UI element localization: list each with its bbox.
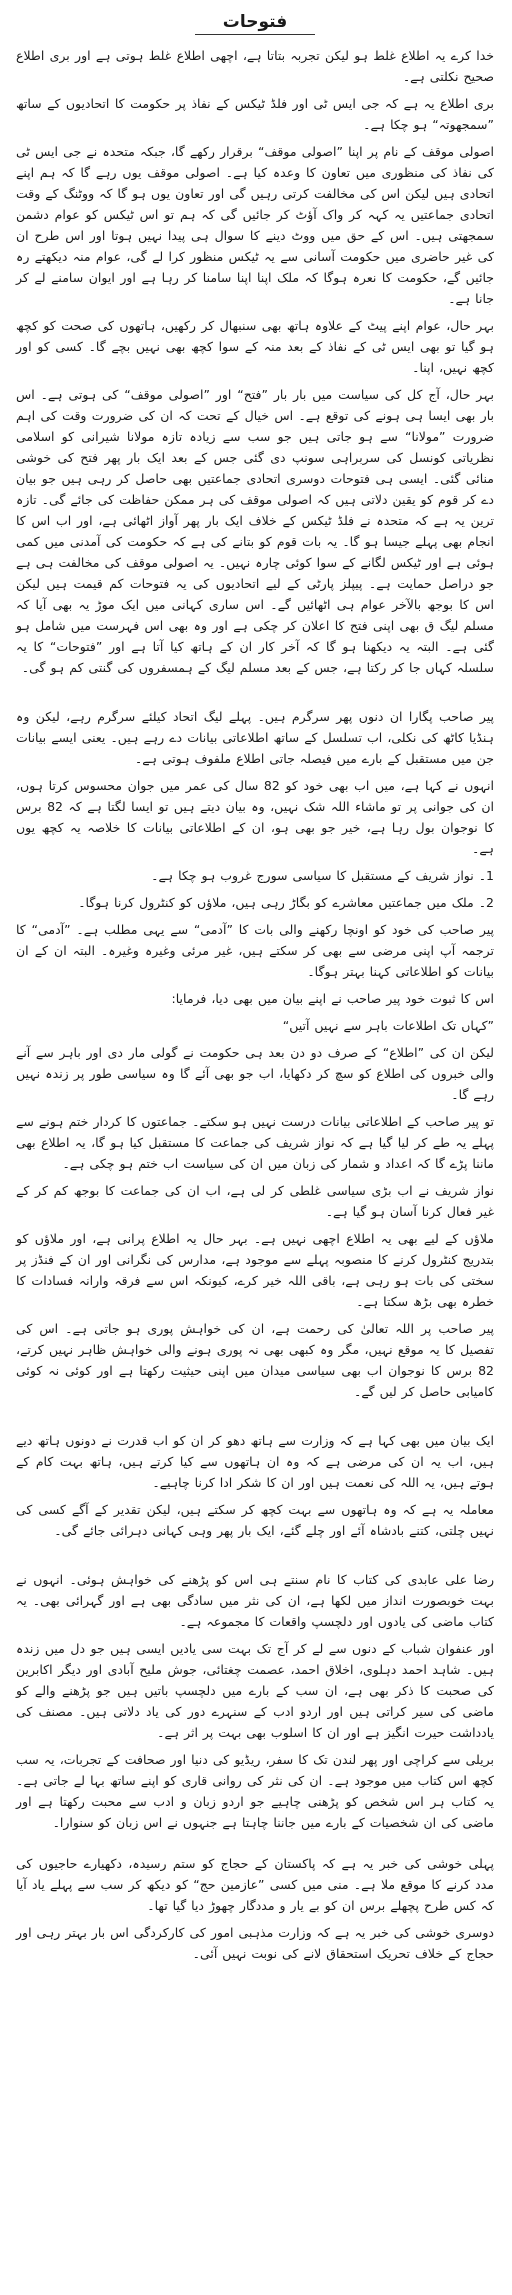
article-paragraph: لیکن ان کی ”اطلاع“ کے صرف دو دن بعد ہی حکومت نے گولی مار دی اور باہر سے آنے والی خبروں کی اطلاع کو سچ کر دکھایا، اب جو بھی آئے گا وہ سیاسی طور پر زندہ نہیں رہے گا۔	[16, 1045, 494, 1102]
article-paragraph: تو پیر صاحب کے اطلاعاتی بیانات درست نہیں ہو سکتے۔ جماعتوں کا کردار ختم ہونے سے پہلے یہ طے کر لیا گیا ہے کہ نواز شریف کی جماعت کا مستقبل کیا ہو گا، یہ اطلاع بھی ماننا پڑے گا کہ اعداد و شمار کی زبان میں ان کی سیاست اب ختم ہو چکی ہے۔	[16, 1114, 494, 1171]
article-paragraph: معاملہ یہ ہے کہ وہ ہاتھوں سے بہت کچھ کر سکتے ہیں، لیکن تقدیر کے آگے کسی کی نہیں چلتی، کتنے بادشاہ آئے اور چلے گئے، ایک بار پھر وہی کہانی دہرائی جائے گی۔	[16, 1502, 495, 1538]
article-paragraph: رضا علی عابدی کی کتاب کا نام سنتے ہی اس کو پڑھنے کی خواہش ہوئی۔ انہوں نے بہت خوبصورت انداز میں لکھا ہے، ان کی نثر میں سادگی بھی ہے اور گہرائی بھی۔ یہ کتاب ماضی کی یادوں اور دلچسپ واقعات کا مجموعہ ہے۔	[16, 1572, 494, 1629]
article-paragraph: پیر صاحب پگارا ان دنوں پھر سرگرم ہیں۔ پہلے لیگ اتحاد کیلئے سرگرم رہے، لیکن وہ ہنڈیا کاٹھ کی نکلی، اب تسلسل کے ساتھ اطلاعاتی بیانات دے رہے ہیں۔ یعنی ایسے بیانات جن میں مستقبل کے بارے میں فیصلہ جاتی اطلاع ملفوف ہوتی ہے۔	[16, 709, 494, 766]
article-paragraph: پہلی خوشی کی خبر یہ ہے کہ پاکستان کے حجاج کو ستم رسیدہ، دکھیارے حاجیوں کی مدد کرنے کا موقع ملا ہے۔ منی میں کسی ”عازمین حج“ کو دیکھ کر سب سے پہلے یاد آیا کہ کس طرح پچھلے برس ان کو بے یار و مددگار چھوڑ دیا گیا تھا۔	[16, 1856, 494, 1913]
article-paragraph: بریلی سے کراچی اور پھر لندن تک کا سفر، ریڈیو کی دنیا اور صحافت کے تجربات، یہ سب کچھ اس کتاب میں موجود ہے۔ ان کی نثر کی روانی قاری کو اپنے ساتھ بہا لے جاتی ہے۔ یہ کتاب ہر اس شخص کو پڑھنی چاہیے جو اردو زبان و ادب سے محبت رکھتا ہے اور ماضی کی ان شخصیات کے بارے میں جاننا چاہتا ہے جنہوں نے اس زبان کو سنوارا۔	[16, 1752, 494, 1830]
section-spacer	[16, 684, 494, 706]
article-paragraph: اور عنفوان شباب کے دنوں سے لے کر آج تک بہت سی یادیں ایسی ہیں جو دل میں زندہ ہیں۔ شاہد احمد دہلوی، اخلاق احمد، عصمت چغتائی، جوش ملیح آبادی اور دیگر اکابرین کی صحبت کا ذکر بھی ہے، ان سب کے بارے میں دلچسپ باتیں ہیں جو پڑھنے والے کو ماضی کی سیر کراتی ہیں اور اردو ادب کے سنہرے دور کی یاد دلاتی ہیں۔ مصنف کی یادداشت حیرت انگیز ہے اور ان کا اسلوب بھی بہت پر اثر ہے۔	[16, 1641, 494, 1740]
article-paragraph: پیر صاحب پر اللہ تعالیٰ کی رحمت ہے، ان کی خواہش پوری ہو جاتی ہے۔ اس کی تفصیل کا یہ موقع نہیں، مگر وہ کبھی بھی نہ پوری ہونے والی خواہش ظاہر نہیں کرتے، 82 برس کا نوجوان اب بھی سیاسی میدان میں اپنی حیثیت رکھتا ہے اور کوئی نہ کوئی کامیابی حاصل کر لیں گے۔	[16, 1321, 494, 1399]
article-paragraph: اس کا ثبوت خود پیر صاحب نے اپنے بیان میں بھی دیا، فرمایا:	[171, 991, 494, 1006]
article-title: فتوحات	[222, 12, 288, 32]
article-paragraph: پیر صاحب کی خود کو اونچا رکھنے والی بات کا ”آدمی“ سے یہی مطلب ہے۔ ”آدمی“ کا ترجمہ آپ اپنی مرضی سے بھی کر سکتے ہیں، غیر مرئی وغیرہ وغیرہ۔ البتہ ان کے ان بیانات کو اطلاعاتی کہنا بہتر ہوگا۔	[16, 922, 494, 979]
article-paragraph: ایک بیان میں بھی کہا ہے کہ وزارت سے ہاتھ دھو کر ان کو اب قدرت نے دونوں ہاتھ دیے ہیں، اب یہ ان کی مرضی ہے کہ وہ ان ہاتھوں سے کیا کرتے ہیں، ہاتھ بہت کام کے ہوتے ہیں، یہ اللہ کی نعمت ہیں اور ان کا شکر ادا کرنا چاہیے۔	[16, 1433, 494, 1490]
article-paragraph: اصولی موقف کے نام پر اپنا ”اصولی موقف“ برقرار رکھے گا، جبکہ متحدہ نے جی ایس ٹی کی نفاذ کی منظوری میں تعاون کا وعدہ کیا ہے۔ اصولی موقف یوں رہے گا کہ ہم اپنے اتحادی ہیں لیکن اس کی مخالفت کرتی رہیں گی اور تعاون یوں ہو گا کہ ووٹنگ کے وقت اتحادی جماعتیں یہ کہہ کر واک آؤٹ کر جائیں گی کہ ہم تو اس ٹیکس کو عوام دشمن سمجھتی ہیں۔ اس کے حق میں ووٹ دینے کا سوال ہی پیدا نہیں ہوتا اور اس طرح ان کی غیر حاضری میں حکومت آسانی سے یہ ٹیکس منظور کرا لے گی، عوام منہ دیکھتے رہ جائیں گے، حکومت کا نعرہ ہوگا کہ ملک اپنا اپنا سامنا کر رہا ہے اور ایوان سامنے لے کر جانا ہے۔	[16, 144, 494, 306]
section-spacer	[16, 1839, 494, 1853]
title-underline	[195, 34, 315, 35]
article-quote: ”کہاں تک اطلاعات باہر سے نہیں آتیں“	[282, 1018, 494, 1033]
article-list-item: 1۔ نواز شریف کے مستقبل کا سیاسی سورج غروب ہو چکا ہے۔	[151, 868, 494, 883]
article-paragraph: انہوں نے کہا ہے، میں اب بھی خود کو 82 سال کی عمر میں جوان محسوس کرتا ہوں، ان کی جوانی پر تو ماشاء اللہ شک نہیں، وہ بیان دیتے ہیں تو ایسا لگتا ہے کہ 82 برس کا نوجوان بول رہا ہے، خیر جو بھی ہو، ان کے اطلاعاتی بیانات کا خلاصہ یہ کچھ یوں ہے۔	[16, 778, 494, 856]
article-list-item: 2۔ ملک میں جماعتیں معاشرے کو بگاڑ رہی ہیں، ملاؤں کو کنٹرول کرنا ہوگا۔	[78, 895, 494, 910]
article-paragraph: بری اطلاع یہ ہے کہ جی ایس ٹی اور فلڈ ٹیکس کے نفاذ پر حکومت کا اتحادیوں کے ساتھ ”سمجھوتہ“ ہو چکا ہے۔	[16, 96, 494, 132]
section-spacer	[16, 1408, 494, 1430]
article-paragraph: بہر حال، عوام اپنے پیٹ کے علاوہ ہاتھ بھی سنبھال کر رکھیں، ہاتھوں کی صحت کو کچھ ہو گیا تو بھی ایس ٹی کے نفاذ کے بعد منہ کے سوا کچھ بھی نہیں بچے گا۔ کسی کو اور کچھ نہیں، اپنا۔	[16, 318, 494, 375]
section-spacer	[16, 1547, 494, 1569]
article-paragraph: دوسری خوشی کی خبر یہ ہے کہ وزارت مذہبی امور کی کارکردگی اس بار بہتر رہی اور حجاج کے خلاف تحریک استحقاق لانے کی نوبت نہیں آئی۔	[16, 1925, 494, 1961]
article-paragraph: خدا کرے یہ اطلاع غلط ہو لیکن تجربہ بتاتا ہے، اچھی اطلاع غلط ہوتی ہے اور بری اطلاع صحیح نکلتی ہے۔	[16, 48, 494, 84]
article-paragraph: ملاؤں کے لیے بھی یہ اطلاع اچھی نہیں ہے۔ بہر حال یہ اطلاع پرانی ہے، اور ملاؤں کو بتدریج کنٹرول کرنے کا منصوبہ پہلے سے موجود ہے، مدارس کی نگرانی اور ان کے فنڈز پر سختی کی بات ہو رہی ہے، باقی اللہ خیر کرے، کیونکہ اس سے فرقہ وارانہ فسادات کا خطرہ بھی بڑھ سکتا ہے۔	[16, 1231, 494, 1309]
article-paragraph: نواز شریف نے اب بڑی سیاسی غلطی کر لی ہے، اب ان کی جماعت کا بوجھ کم کر کے غیر فعال کرنا آسان ہو گیا ہے۔	[16, 1183, 494, 1219]
article-paragraph: بہر حال، آج کل کی سیاست میں بار بار ”فتح“ اور ”اصولی موقف“ کی ہوتی ہے۔ اس بار بھی ایسا ہی ہونے کی توقع ہے۔ اس خیال کے تحت کہ ان کی ضرورت وقت کی اہم ضرورت ”مولانا“ سے ہو جاتی ہیں جو سب سے زیادہ تازہ مولانا شیرانی کو اسلامی نظریاتی کونسل کی سربراہی سونپ دی گئی جس کے بعد ایک بار پھر فتح کی خوشی منائی گئی۔ ایسی ہی فتوحات دوسری اتحادی جماعتیں بھی حاصل کر رہی ہیں جو بیان دے کر قوم کو یقین دلاتی ہیں کہ اصولی موقف کی ہر ممکن حفاظت کی جائے گی۔ تازہ ترین یہ ہے کہ متحدہ نے فلڈ ٹیکس کے خلاف ایک بار پھر آواز اٹھائی ہے، اور اب اس کا انجام بھی پہلے جیسا ہو گا۔ یہ بات قوم کو بتانے کی ہے کہ حکومت کی آمدنی میں کمی ہوئی ہے اور ٹیکس لگانے کے سوا کوئی چارہ نہیں۔ یہ اصولی موقف کی مخالفت ہی ہے جو دراصل حمایت ہے۔ پیپلز پارٹی کے لیے اتحادیوں کی یہ فتوحات کم قیمت ہیں لیکن اس کا بوجھ بالآخر عوام ہی اٹھائیں گے۔ اس ساری کہانی میں ایک موڑ یہ بھی آیا کہ مسلم لیگ ق بھی اپنی فتح کا اعلان کر چکی ہے اور وہ بھی اس فہرست میں شامل ہو گئی ہے۔ البتہ یہ دیکھنا ہو گا کہ آخر کار ان کے ہاتھ کیا آتا ہے اور ”فتوحات“ کا یہ سلسلہ کہاں جا کر رکتا ہے، جس کے بعد مسلم لیگ کے ہمسفروں کی گنتی کم ہو گی۔	[16, 387, 494, 675]
